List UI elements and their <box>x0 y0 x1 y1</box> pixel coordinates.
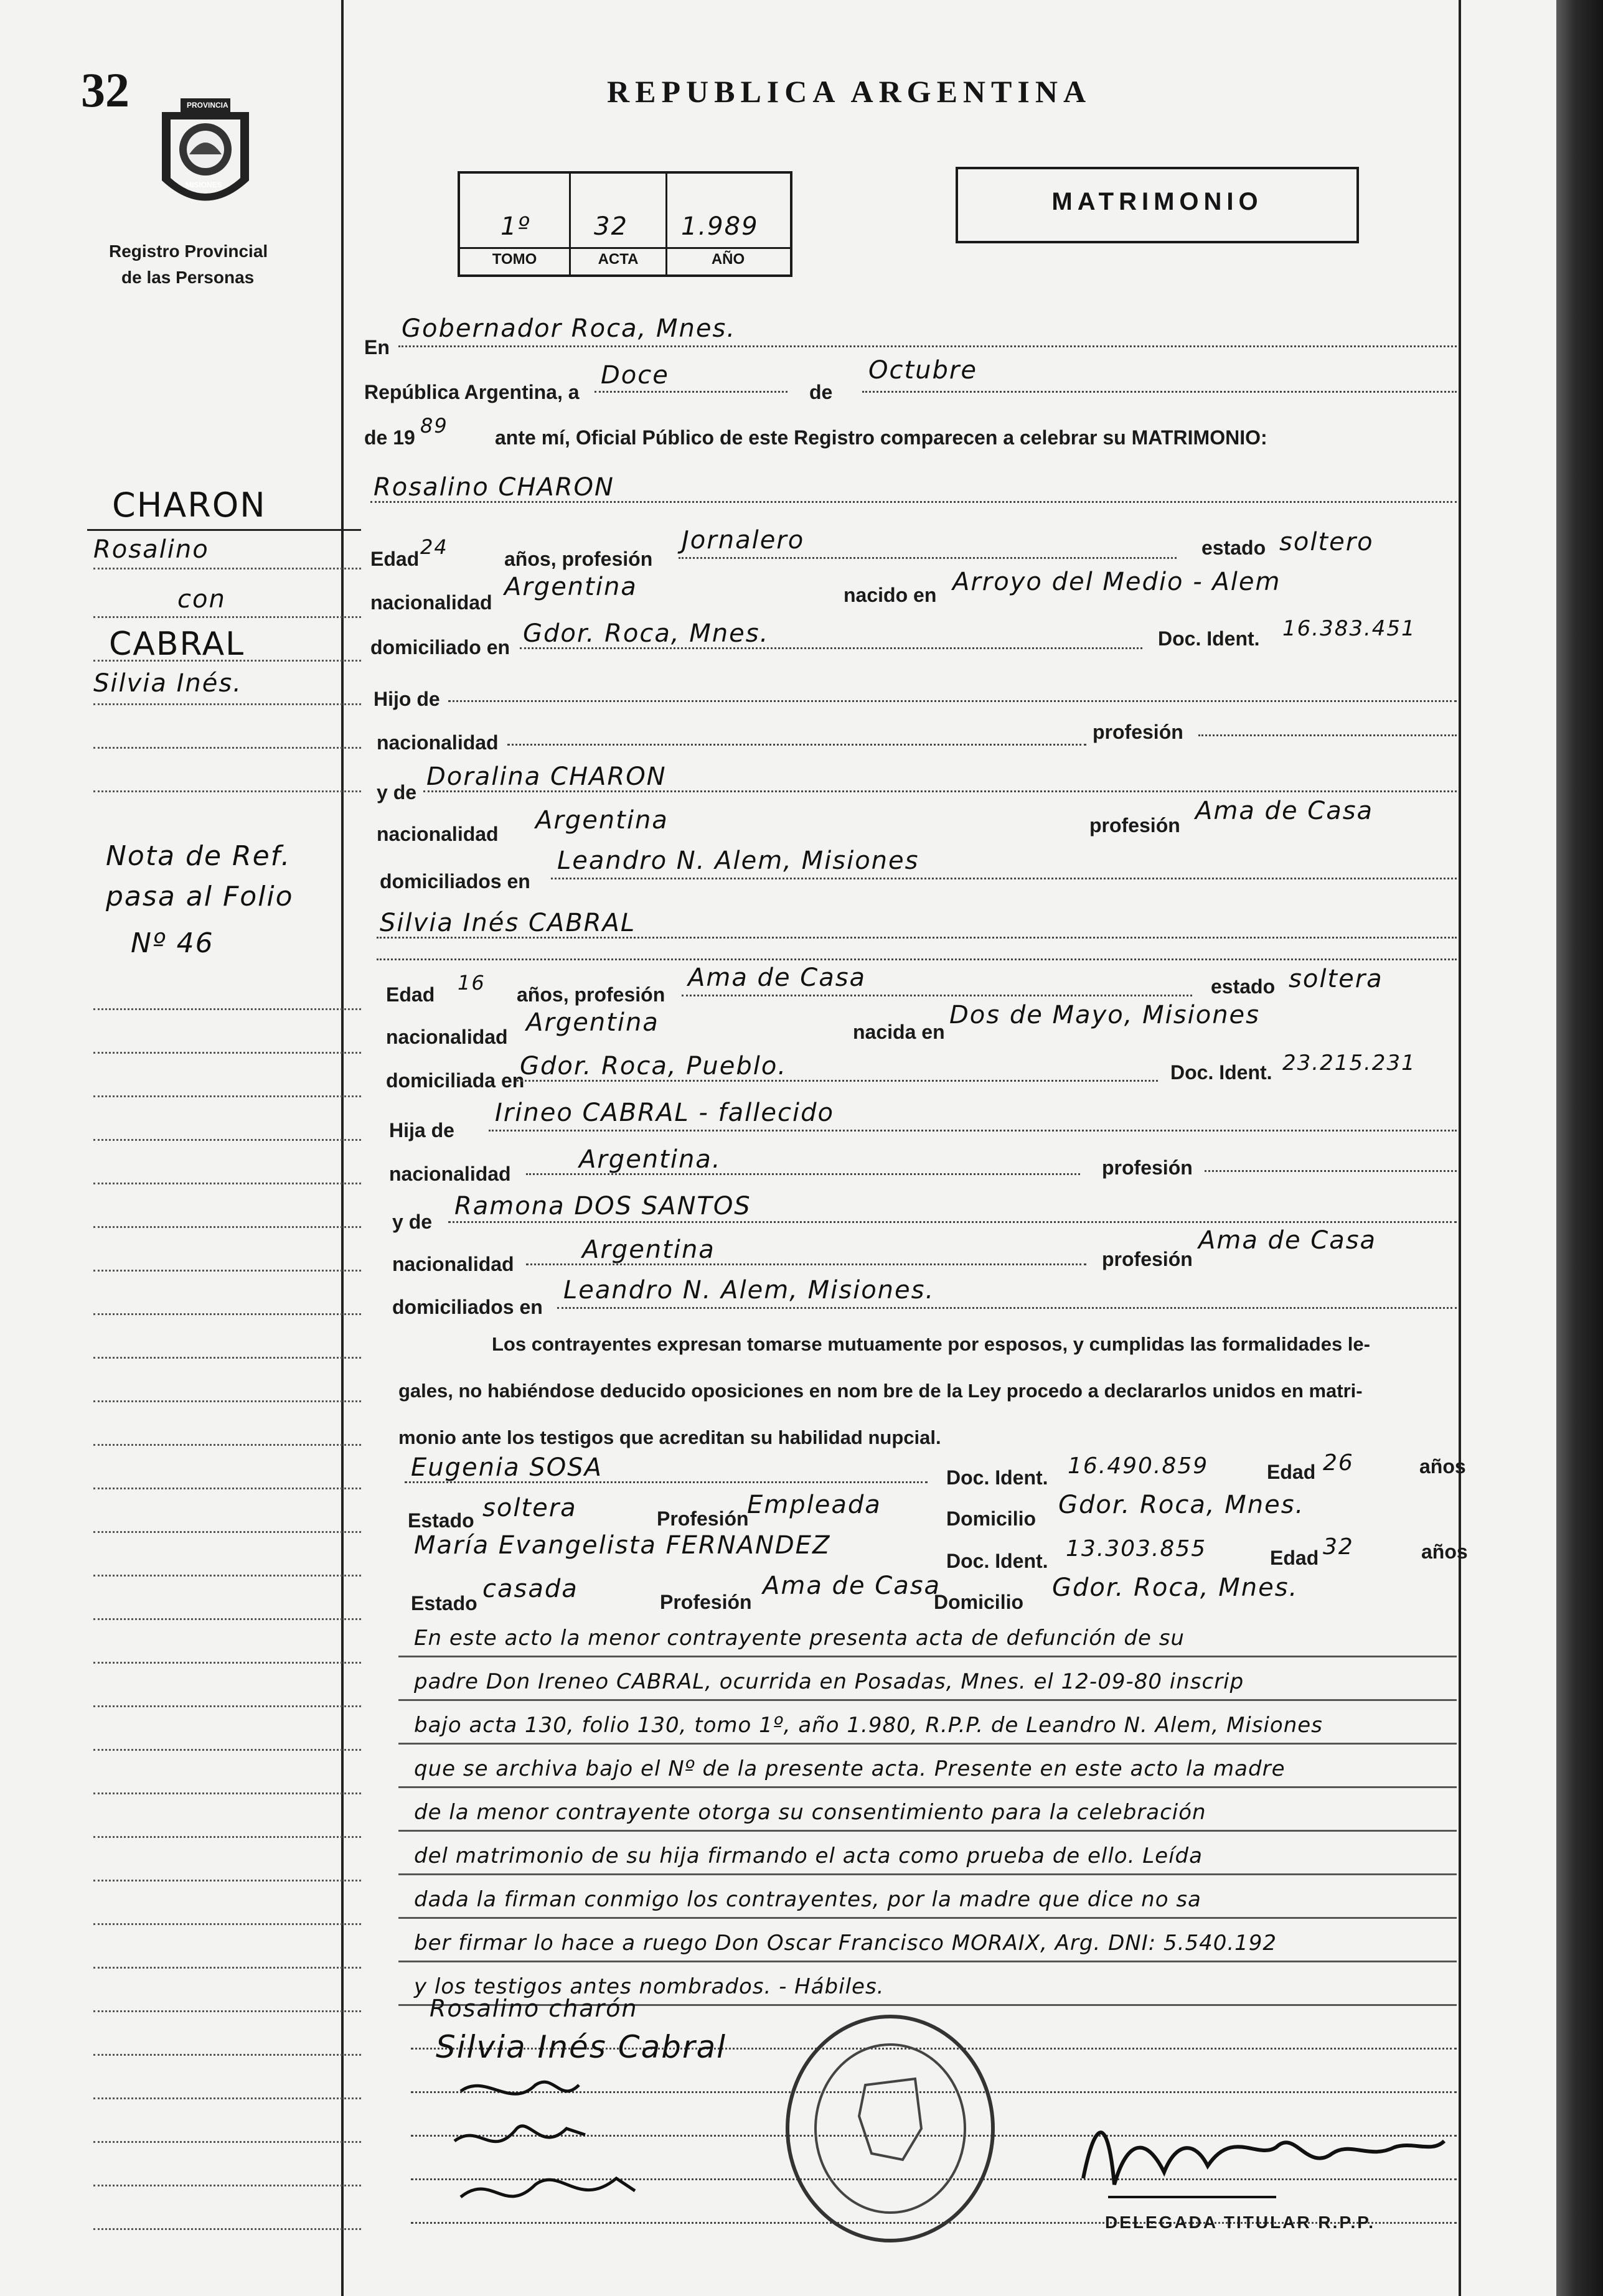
registry-line-2: de las Personas <box>121 268 255 287</box>
country-title: REPUBLICA ARGENTINA <box>607 74 1092 109</box>
bride-profesion-label: años, profesión <box>517 983 665 1006</box>
groom-nacido-label: nacido en <box>844 584 937 606</box>
note-line-2: padre Don Ireneo CABRAL, ocurrida en Posadas, Mnes. el 12-09-80 inscrip <box>414 1669 1244 1694</box>
bride-doc-label: Doc. Ident. <box>1170 1061 1272 1084</box>
witness1-doc-label: Doc. Ident. <box>946 1466 1048 1489</box>
groom-doc: 16.383.451 <box>1282 616 1416 641</box>
note-line-5: de la menor contrayente otorga su consentimiento para la celebración <box>414 1800 1206 1825</box>
witness1-domicilio-label: Domicilio <box>946 1507 1037 1530</box>
bride-mother-nac: Argentina <box>582 1235 715 1264</box>
note-line-4: que se archiva bajo el Nº de la presente acta. Presente en este acto la madre <box>414 1756 1286 1781</box>
note-line-3: bajo acta 130, folio 130, tomo 1º, año 1.980, R.P.P. de Leandro N. Alem, Misiones <box>414 1713 1323 1738</box>
bride-nacida: Dos de Mayo, Misiones <box>949 1001 1260 1029</box>
groom-domicilio-label: domiciliado en <box>370 636 510 658</box>
signature-bride: Silvia Inés Cabral <box>436 2029 727 2065</box>
tomo-value: 1º <box>501 212 531 241</box>
official-signature <box>1071 2104 1457 2209</box>
groom-edad-label: Edad <box>370 548 420 570</box>
document-type: MATRIMONIO <box>1051 188 1263 215</box>
note-line-7: dada la firman conmigo los contrayentes, por la madre que dice no sa <box>414 1887 1201 1912</box>
groom-nacido: Arroyo del Medio - Alem <box>952 568 1281 596</box>
groom-mother-nac: Argentina <box>535 806 669 835</box>
anio-value: 1.989 <box>681 212 759 241</box>
groom-profesion-label: años, profesión <box>504 548 653 570</box>
anio-label: AÑO <box>711 251 745 268</box>
intro-text: ante mí, Oficial Público de este Registro comparecen a celebrar su MATRIMONIO: <box>495 426 1267 449</box>
document-type-box <box>956 167 1359 243</box>
de-label: de <box>809 381 833 403</box>
witness1-estado-label: Estado <box>408 1509 474 1532</box>
bride-edad-label: Edad <box>386 983 435 1006</box>
right-border <box>1459 0 1461 2296</box>
republica-label: República Argentina, a <box>364 381 580 403</box>
witness2-profesion: Ama de Casa <box>763 1572 941 1600</box>
year-value: 89 <box>420 414 448 438</box>
witness2-domicilio: Gdor. Roca, Mnes. <box>1052 1573 1299 1602</box>
note-line-1: En este acto la menor contrayente presenta acta de defunción de su <box>414 1626 1185 1651</box>
witness1-profesion-label: Profesión <box>657 1507 749 1530</box>
margin-note-line-2: pasa al Folio <box>106 881 294 912</box>
declaration-line-1: Los contrayentes expresan tomarse mutuamente por esposos, y cumplidas las formalidades le- <box>492 1333 1370 1355</box>
margin-divider <box>341 0 344 2296</box>
groom-estado: soltero <box>1279 528 1374 556</box>
witness1-domicilio: Gdor. Roca, Mnes. <box>1058 1491 1305 1519</box>
witness2-estado: casada <box>482 1575 578 1603</box>
witness1-profesion: Empleada <box>747 1491 881 1519</box>
witness2-edad: 32 <box>1323 1534 1354 1560</box>
bride-father-nac: Argentina. <box>579 1145 722 1174</box>
groom-doc-label: Doc. Ident. <box>1158 627 1260 650</box>
bride-name: Silvia Inés CABRAL <box>380 909 636 937</box>
witness2-edad-label: Edad <box>1270 1547 1319 1569</box>
groom-edad: 24 <box>420 535 448 559</box>
bride-estado: soltera <box>1289 965 1383 993</box>
place-value: Gobernador Roca, Mnes. <box>402 314 736 343</box>
groom-nacionalidad: Argentina <box>504 573 637 601</box>
bride-domicilio-label: domiciliada en <box>386 1069 525 1092</box>
groom-mother-nac-label: nacionalidad <box>377 823 499 845</box>
bride-mother-prof-label: profesión <box>1102 1248 1193 1270</box>
groom-hijo-label: Hijo de <box>374 688 440 710</box>
margin-surname-2: CABRAL <box>109 626 245 663</box>
bride-mother: Ramona DOS SANTOS <box>454 1192 751 1221</box>
witness1-doc: 16.490.859 <box>1068 1453 1209 1479</box>
year-prefix: de 19 <box>364 426 415 449</box>
note-line-9: y los testigos antes nombrados. - Hábiles. <box>414 1974 885 1999</box>
bride-mother-prof: Ama de Casa <box>1198 1226 1377 1255</box>
bride-parents-dom-label: domiciliados en <box>392 1296 543 1318</box>
groom-name: Rosalino CHARON <box>374 473 614 502</box>
groom-father-nac-label: nacionalidad <box>377 731 499 754</box>
official-round-stamp <box>778 2010 1002 2247</box>
groom-mother-prof: Ama de Casa <box>1195 797 1374 825</box>
signature-groom: Rosalino charón <box>430 1995 638 2022</box>
bride-doc: 23.215.231 <box>1282 1051 1416 1075</box>
groom-profesion: Jornalero <box>682 526 805 555</box>
bride-nacionalidad: Argentina <box>526 1008 659 1037</box>
margin-note-line-1: Nota de Ref. <box>106 840 291 872</box>
witness2-domicilio-label: Domicilio <box>934 1591 1024 1613</box>
margin-note-line-3: Nº 46 <box>131 927 214 959</box>
note-line-6: del matrimonio de su hija firmando el acta como prueba de ello. Leída <box>414 1844 1203 1868</box>
margin-con: con <box>177 585 226 614</box>
witness2-doc-label: Doc. Ident. <box>946 1550 1048 1572</box>
witness-signatures <box>436 2066 697 2241</box>
groom-mother-prof-label: profesión <box>1089 814 1180 836</box>
witness1-name: Eugenia SOSA <box>411 1453 603 1482</box>
witness2-estado-label: Estado <box>411 1592 477 1614</box>
witness1-edad: 26 <box>1323 1450 1354 1476</box>
page-number: 32 <box>81 63 129 117</box>
note-line-8: ber firmar lo hace a ruego Don Oscar Francisco MORAIX, Arg. DNI: 5.540.192 <box>414 1931 1277 1956</box>
month-value: Octubre <box>868 356 977 385</box>
witness2-name: María Evangelista FERNANDEZ <box>414 1531 831 1560</box>
bride-yde-label: y de <box>392 1211 433 1233</box>
bride-father-prof-label: profesión <box>1102 1156 1193 1179</box>
witness1-anios-label: años <box>1419 1455 1466 1478</box>
registry-line-1: Registro Provincial <box>109 241 268 261</box>
bride-father: Irineo CABRAL - fallecido <box>495 1099 834 1127</box>
witness2-doc: 13.303.855 <box>1066 1536 1207 1562</box>
witness1-edad-label: Edad <box>1267 1461 1316 1483</box>
margin-surname-1: CHARON <box>112 485 266 525</box>
groom-estado-label: estado <box>1201 537 1266 559</box>
witness2-anios-label: años <box>1421 1540 1468 1563</box>
margin-name-1: Rosalino <box>93 535 209 564</box>
tomo-label: TOMO <box>492 251 537 268</box>
bride-nacionalidad-label: nacionalidad <box>386 1026 508 1048</box>
groom-domicilio: Gdor. Roca, Mnes. <box>523 619 769 648</box>
seal-text-top: PROVINCIA <box>187 101 228 110</box>
bride-parents-dom: Leandro N. Alem, Misiones. <box>563 1276 935 1305</box>
bride-estado-label: estado <box>1211 975 1276 998</box>
bride-nacida-label: nacida en <box>853 1021 945 1043</box>
bride-mother-nac-label: nacionalidad <box>392 1253 514 1275</box>
groom-parents-dom-label: domiciliados en <box>380 870 530 893</box>
day-value: Doce <box>601 361 669 390</box>
margin-name-2: Silvia Inés. <box>93 669 242 698</box>
acta-label: ACTA <box>598 251 639 268</box>
official-title: DELEGADA TITULAR R.P.P. <box>1105 2213 1376 2232</box>
groom-yde-label: y de <box>377 781 417 804</box>
provincial-seal <box>149 87 261 224</box>
declaration-line-2: gales, no habiéndose deducido oposiciones en nom bre de la Ley procedo a declararlos unidos en matri- <box>398 1380 1363 1402</box>
seal-text-bottom: MISIONES <box>186 180 222 189</box>
en-label: En <box>364 336 390 358</box>
groom-mother: Doralina CHARON <box>426 762 667 791</box>
bride-edad: 16 <box>458 971 486 995</box>
bride-profesion: Ama de Casa <box>688 963 867 992</box>
book-binding-edge <box>1556 0 1603 2296</box>
record-number-box <box>458 171 792 277</box>
groom-parents-dom: Leandro N. Alem, Misiones <box>557 846 919 875</box>
witness2-profesion-label: Profesión <box>660 1591 752 1613</box>
bride-father-nac-label: nacionalidad <box>389 1163 511 1185</box>
groom-father-prof-label: profesión <box>1093 721 1183 743</box>
groom-nacionalidad-label: nacionalidad <box>370 591 492 614</box>
bride-hija-label: Hija de <box>389 1119 454 1141</box>
declaration-line-3: monio ante los testigos que acreditan su habilidad nupcial. <box>398 1427 941 1448</box>
bride-domicilio: Gdor. Roca, Pueblo. <box>520 1052 787 1080</box>
acta-value: 32 <box>594 212 628 241</box>
witness1-estado: soltera <box>482 1494 577 1522</box>
